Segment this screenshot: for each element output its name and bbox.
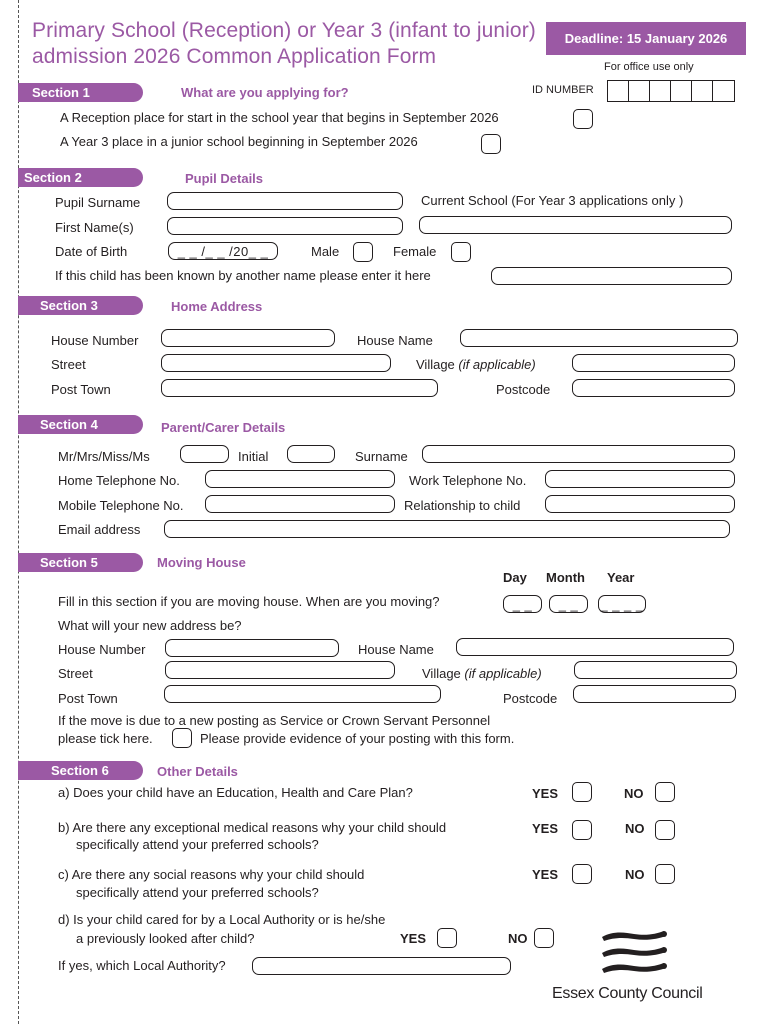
dob-label: Date of Birth [55,244,128,259]
post-town-label: Post Town [51,382,111,397]
male-label: Male [311,244,340,259]
first-names-label: First Name(s) [55,220,134,235]
day-label: Day [503,570,527,585]
service-posting-text: If the move is due to a new posting as Service or Crown Servant Personnel [58,713,491,728]
year3-checkbox[interactable] [481,134,501,154]
new-street-label: Street [58,666,93,681]
relationship-label: Relationship to child [404,498,521,513]
salutation-label: Mr/Mrs/Miss/Ms [58,449,150,464]
new-village-label: Village (if applicable) [422,666,542,681]
new-postcode-field[interactable] [573,685,736,703]
section-2-tag: Section 2 [18,168,143,187]
question-c-yes-checkbox[interactable] [572,864,592,884]
question-c-line2: specifically attend your preferred schools? [76,885,319,900]
service-tick-label: please tick here. [58,731,153,746]
email-field[interactable] [164,520,730,538]
new-house-number-label: House Number [58,642,146,657]
first-names-field[interactable] [167,217,403,235]
form-title: Primary School (Reception) or Year 3 (infant to junior) admission 2026 Common Application Form [32,19,536,68]
question-b-line1: b) Are there any exceptional medical reasons why your child should [58,820,447,835]
mobile-phone-field[interactable] [205,495,395,513]
pupil-surname-field[interactable] [167,192,403,210]
question-a-no-label: NO [624,786,644,801]
question-d-line1: d) Is your child cared for by a Local Authority or is he/she [58,912,386,927]
post-town-field[interactable] [161,379,438,397]
section-1-tag: Section 1 [18,83,143,102]
id-digit-divider [691,80,692,102]
id-digit-divider [628,80,629,102]
new-village-note: (if applicable) [464,666,542,681]
other-name-field[interactable] [491,267,732,285]
email-label: Email address [58,522,141,537]
section-6-tag: Section 6 [18,761,143,780]
section-5-tag: Section 5 [18,553,143,572]
three-seaxes-icon [598,928,670,980]
home-phone-field[interactable] [205,470,395,488]
month-label: Month [546,570,585,585]
id-digit-divider [670,80,671,102]
female-label: Female [393,244,437,259]
section-4-tag: Section 4 [18,415,143,434]
female-checkbox[interactable] [451,242,471,262]
postcode-label: Postcode [496,382,551,397]
village-label: Village (if applicable) [416,357,536,372]
initial-field[interactable] [287,445,335,463]
year3-option-label: A Year 3 place in a junior school beginning in September 2026 [60,134,418,149]
deadline-badge: Deadline: 15 January 2026 [546,22,746,55]
question-c-no-label: NO [625,867,645,882]
reception-option-label: A Reception place for start in the school year that begins in September 2026 [60,110,499,125]
question-d-yes-checkbox[interactable] [437,928,457,948]
question-c-no-checkbox[interactable] [655,864,675,884]
parent-surname-field[interactable] [422,445,735,463]
pupil-surname-label: Pupil Surname [55,195,141,210]
question-b-yes-checkbox[interactable] [572,820,592,840]
question-b-yes-label: YES [532,821,559,836]
male-checkbox[interactable] [353,242,373,262]
question-a-yes-checkbox[interactable] [572,782,592,802]
new-house-number-field[interactable] [165,639,339,657]
section-4-title: Parent/Carer Details [161,420,286,435]
when-moving-label: Fill in this section if you are moving house. When are you moving? [58,594,440,609]
house-name-label: House Name [357,333,433,348]
salutation-field[interactable] [180,445,229,463]
section-3-title: Home Address [171,299,263,314]
which-la-field[interactable] [252,957,511,975]
section-6-title: Other Details [157,764,238,779]
question-d-no-checkbox[interactable] [534,928,554,948]
new-house-name-field[interactable] [456,638,734,656]
house-number-label: House Number [51,333,139,348]
new-postcode-label: Postcode [503,691,558,706]
section-2-title: Pupil Details [185,171,264,186]
dob-field[interactable]: _ _ /_ _ /20_ _ [168,242,278,260]
id-number-label: ID NUMBER [532,84,594,96]
office-use-label: For office use only [604,61,694,73]
new-post-town-field[interactable] [164,685,441,703]
new-house-name-label: House Name [358,642,434,657]
id-digit-divider [649,80,650,102]
current-school-label: Current School (For Year 3 applications only ) [421,193,684,208]
village-field[interactable] [572,354,735,372]
street-label: Street [51,357,86,372]
other-name-label: If this child has been known by another name please enter it here [55,268,431,283]
question-d-yes-label: YES [400,931,427,946]
mobile-phone-label: Mobile Telephone No. [58,498,184,513]
home-phone-label: Home Telephone No. [58,473,180,488]
question-c-line1: c) Are there any social reasons why your child should [58,867,365,882]
question-c-yes-label: YES [532,867,559,882]
work-phone-label: Work Telephone No. [409,473,527,488]
new-village-field[interactable] [574,661,737,679]
new-address-label: What will your new address be? [58,618,242,633]
work-phone-field[interactable] [545,470,735,488]
relationship-field[interactable] [545,495,735,513]
section-3-tag: Section 3 [18,296,143,315]
question-b-no-checkbox[interactable] [655,820,675,840]
service-evidence-note: Please provide evidence of your posting with this form. [200,731,515,746]
village-note: (if applicable) [458,357,536,372]
question-b-no-label: NO [625,821,645,836]
id-digit-divider [712,80,713,102]
house-number-field[interactable] [161,329,335,347]
question-d-line2: a previously looked after child? [76,931,255,946]
id-number-field[interactable] [607,80,735,102]
section-1-title: What are you applying for? [181,85,349,100]
reception-checkbox[interactable] [573,109,593,129]
move-year-field[interactable]: _ _ _ _ [598,595,646,613]
question-b-line2: specifically attend your preferred schools? [76,837,319,852]
question-a-no-checkbox[interactable] [655,782,675,802]
initial-label: Initial [238,449,269,464]
parent-surname-label: Surname [355,449,408,464]
new-street-field[interactable] [165,661,395,679]
new-post-town-label: Post Town [58,691,118,706]
cut-line [18,0,19,1024]
which-la-label: If yes, which Local Authority? [58,958,226,973]
move-month-field[interactable]: _ _ [549,595,588,613]
house-name-field[interactable] [460,329,738,347]
council-logo-text: Essex County Council [552,985,703,1002]
section-5-title: Moving House [157,555,246,570]
current-school-field[interactable] [419,216,732,234]
service-posting-checkbox[interactable] [172,728,192,748]
postcode-field[interactable] [572,379,735,397]
question-d-no-label: NO [508,931,528,946]
move-day-field[interactable]: _ _ [503,595,542,613]
question-a-yes-label: YES [532,786,559,801]
street-field[interactable] [161,354,391,372]
year-label: Year [607,570,635,585]
question-a: a) Does your child have an Education, Health and Care Plan? [58,785,413,800]
